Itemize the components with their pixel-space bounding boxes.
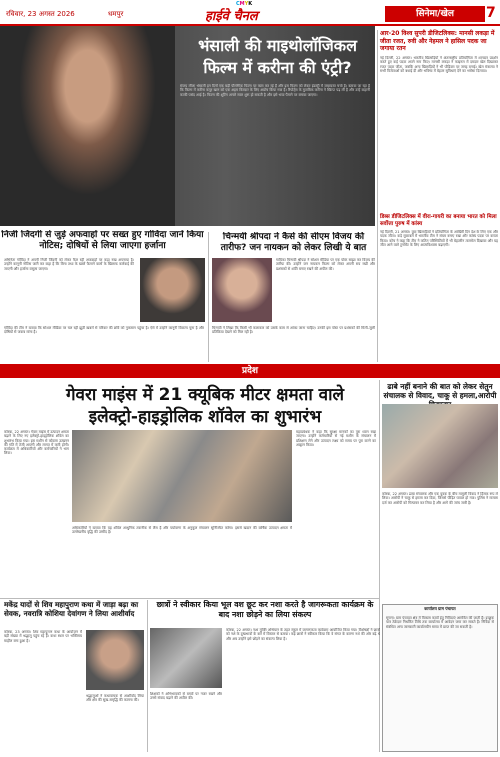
story-nasha-headline: छात्रों ने स्वीकार किया भूल वश छूट कर नशा करते है जागरूकता कार्यक्रम के बाद नशा छोड़ने का लिया संकल्प	[156, 600, 374, 619]
main-photo	[72, 430, 292, 522]
dateline: रविवार, 23 अगस्त 2026	[6, 10, 75, 18]
column-rule	[147, 600, 148, 752]
story-katha-photo	[86, 630, 144, 690]
notice-ad-heading: कार्यालय ग्राम पंचायत	[424, 606, 456, 611]
hero-headline-line1: भंसाली की माइथोलॉजिकल	[198, 36, 357, 55]
govinda-photo	[140, 258, 205, 322]
sidebar-headline: आर-20 विश्व सुपरी डीजिटलिक्स: मानसी लकड़ा में जीता रजत, रुवी और नेहमल ने हासिल पदक जा जगाया रतन	[380, 30, 495, 52]
cmyk-c: C	[236, 1, 240, 7]
main-body-col3: महाप्रबंधक ने कहा कि सुरक्षा मानकों का पूरा ध्यान रखा जाएगा। उन्होंने कर्मचारियों से नई मशीन के संचालन में प्रशिक्षण लेने और उत्पादन लक्ष्य को समय पर पूरा करने का आह्वान किया।	[296, 430, 376, 447]
column-rule	[377, 30, 378, 362]
story-stabbing-photo	[382, 404, 498, 488]
story-nasha-body-2: शिक्षकों ने अभिभावकों से बच्चों पर नजर रखने और उनसे संवाद बढ़ाने की अपील की।	[150, 692, 222, 701]
story-nasha-body: कोरबा, 22 अगस्त। नशा मुक्ति अभियान के तहत स्कूल में जागरूकता कार्यक्रम आयोजित किया गया। विशेषज्ञों ने छात्रों को नशे के दुष्प्रभावों के बारे में विस्तार से बताया। कई छात्रों ने स्वीकार किया कि वे संगत के कारण नशे की ओर बढ़े थे और अब उन्होंने इसे छोड़ने का संकल्प लिया है।	[226, 628, 380, 641]
notice-ad-body: सूचना: ग्राम पंचायत क्षेत्र में विकास कार्यों हेतु निविदाएं आमंत्रित की जाती हैं। इच्छुक पात्र ठेकेदार निर्धारित तिथि तक कार्यालय में आवेदन जमा कर सकते हैं। निविदा से संबंधित अन्य जानकारी कार्यालयीन समय में प्राप्त की जा सकती है।	[386, 616, 494, 629]
story-katha-headline: मकेंद्र यादों से शिव महापुराण कथा में जाड़ा बढ़ा का सेवक, नवरात्रि कोशिया देवांगण ने लिया आशीर्वाद	[4, 600, 139, 618]
story-stabbing-headline: ढाबे नहीं बनाने की बात को लेकर सेतुन संचालक से विवाद, चाकू से हमला,आरोपी	[383, 382, 497, 400]
main-body-col1: कोरबा, 22 अगस्त। गेवरा माइंस में उत्पादन क्षमता बढ़ाने के लिए नए इलेक्ट्रो-हाइड्रोलिक शॉवेल का शुभारंभ किया गया। इस मशीन से कोयला उत्खनन की गति में तेजी आएगी और लागत में कमी होगी। कार्यक्रम में अधिकारियों और कर्मचारियों ने भाग लिया।	[4, 430, 69, 456]
story-nasha-photo	[150, 628, 222, 688]
sidebar-headline-2: डिब्स डीजिटलिक्स में वीरा-गायरी का बनाया भारत को मिला सर्वोत्ता पुरुष में कांस्य	[380, 214, 497, 227]
chinmayi-photo	[212, 258, 272, 322]
sidebar-body: नई दिल्ली, 22 अगस्त। भारतीय खिलाड़ियों ने अंतरराष्ट्रीय प्रतियोगिता में शानदार प्रदर्शन करते हुए कई पदक अपने नाम किए। मानसी लकड़ा ने फाइनल में दमदार खेल दिखाकर रजत पदक जीता, जबकि अन्य खिलाड़ियों ने भी पोडियम पर जगह बनाई। खेल मंत्रालय ने सभी विजेताओं को बधाई दी और भविष्य में बेहतर सुविधाएं देने का भरोसा दिलाया।	[380, 56, 498, 73]
section-bar-label: प्रदेश	[241, 366, 259, 376]
story-govinda-body-2: गोविंदा की टीम ने बताया कि सोशल मीडिया पर चल रही झूठी खबरों से परिवार की छवि को नुकसान पहुंचा है। ऐसे में उन्होंने कानूनी विकल्प चुना है और दोषियों से जवाब मांगा है।	[4, 326, 204, 335]
main-headline-line2: इलेक्ट्रो-हाइड्रोलिक शॉवेल का शुभारंभ	[88, 407, 322, 427]
hero-headline-line2: फिल्म में करीना की एंट्री?	[203, 58, 352, 77]
story-govinda-headline: निजी जिंदगी से जुड़े अफवाहों पर सख्त हुए गोविंदा जानें किया नोटिस; दोषियों से लिया जाएगा हर्जाना	[1, 230, 204, 251]
sidebar-body-2: नई दिल्ली, 21 अगस्त। युवा खिलाड़ियों ने प्रतियोगिता के आखिरी दिन देश के लिए एक और पदक जीता। कड़े मुकाबले में भारतीय टीम ने संयम बनाए रखा और कांस्य पदक पर कब्जा किया। कोच ने कहा कि टीम ने कठिन परिस्थितियों में भी बेहतरीन तालमेल दिखाया और यह जीत आने वाले टूर्नामेंट के लिए आत्मविश्वास बढ़ाएगी।	[380, 230, 498, 247]
story-stabbing-body: कोरबा, 22 अगस्त। ढाबा संचालक और एक युवक के बीच मामूली विवाद ने हिंसक रूप ले लिया। आरोपी ने चाकू से हमला कर दिया, जिससे पीड़ित घायल हो गया। पुलिस ने मामला दर्ज कर आरोपी को गिरफ्तार कर लिया है और आगे की जांच जारी है।	[382, 492, 498, 505]
cmyk-k: K	[248, 1, 253, 7]
section-label: सिनेमा/खेल	[385, 6, 485, 22]
page-number: 7	[486, 5, 496, 21]
story-katha-body-2: श्रद्धालुओं ने कथावाचक से आशीर्वाद लिया और क्षेत्र की सुख-समृद्धि की कामना की।	[86, 694, 144, 703]
story-govinda	[0, 230, 205, 252]
column-rule	[208, 232, 209, 362]
main-body-col2: अधिकारियों ने बताया कि यह शॉवेल आधुनिक तकनीक से लैस है और पर्यावरण के अनुकूल संचालन सुनिश्चित करेगा। इससे खदान की वार्षिक उत्पादन क्षमता में उल्लेखनीय वृद्धि की उम्मीद है।	[72, 526, 292, 535]
story-chinmayi-body: गायिका चिन्मयी श्रीपदा ने सोशल मीडिया पर एक पोस्ट साझा कर विजय की तारीफ की। उन्होंने जन नायकन फिल्म को लेकर अपनी राय रखी और प्रशंसकों से शांति बनाए रखने की अपील की।	[276, 258, 375, 271]
newspaper-brand: हाईवे चैनल	[205, 9, 258, 24]
story-govinda-body: अभिनेता गोविंदा ने अपनी निजी जिंदगी को लेकर फैल रही अफवाहों पर कड़ा रुख अपनाया है। उन्होंने कानूनी नोटिस जारी कर कहा है कि बिना तथ्य के खबरें फैलाने वालों के खिलाफ कार्रवाई की जाएगी और हर्जाना वसूला जाएगा।	[4, 258, 134, 271]
hero-photo	[0, 26, 175, 226]
story-chinmayi-body-2: चिन्मयी ने लिखा कि किसी भी कलाकार को उसके काम से आंका जाना चाहिए। उनकी इस पोस्ट पर प्रशंसकों की मिली-जुली प्रतिक्रिया देखने को मिल रही है।	[212, 326, 375, 335]
city-name: धमपुर	[108, 10, 124, 18]
row-rule	[0, 598, 380, 599]
cmyk-m: M	[239, 1, 245, 7]
story-katha-body: कोरबा, 23 अगस्त। शिव महापुराण कथा के आयोजन में बड़ी संख्या में श्रद्धालु पहुंच रहे हैं। कथा स्थल पर भक्तिमय माहौल बना हुआ है।	[4, 630, 82, 643]
hero-body: संजय लीला भंसाली इन दिनों एक बड़ी पौराणिक फिल्म पर काम कर रहे हैं और इस फिल्म को लेकर इंडस्ट्री में जबरदस्त चर्चा है। बताया जा रहा है कि फिल्म में करीना कपूर खान को एक अहम किरदार के लिए अप्रोच किया गया है। रिपोर्ट्स के मुताबिक करीना ने स्क्रिप्ट पढ़ ली है और उन्हें कहानी काफी पसंद आई है। फिल्म की शूटिंग अगले साल शुरू हो सकती है और इसे भव्य पैमाने पर बनाया जाएगा।	[180, 84, 370, 97]
cmyk-y: Y	[244, 1, 249, 7]
story-chinmayi-headline: चिन्मयी श्रीपदा ने कैसे की सीएम विजय की तारीफ? जन नायकन को लेकर लिखी ये बात	[220, 232, 367, 253]
main-headline-line1: गेवरा माइंस में 21 क्यूबिक मीटर क्षमता वाले	[65, 385, 345, 405]
